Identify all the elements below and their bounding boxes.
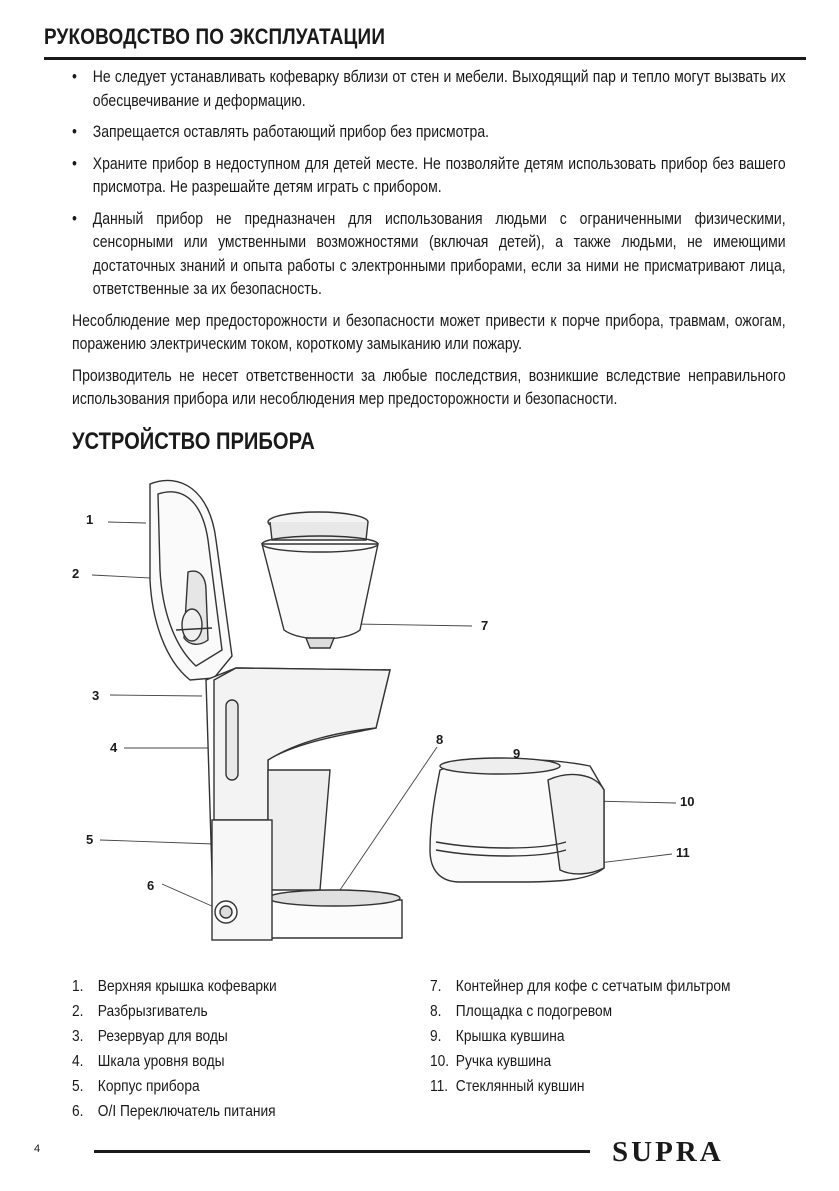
- callout-7: 7: [481, 618, 489, 633]
- bullet-dot: •: [72, 154, 77, 173]
- brand-logo: SUPRA: [612, 1136, 724, 1168]
- part-number: 8.: [430, 1003, 442, 1020]
- part-item: [430, 1074, 731, 1099]
- callout-3: 3: [92, 688, 100, 703]
- bullet-item: [72, 153, 786, 200]
- callout-1: 1: [86, 512, 94, 527]
- filter-basket: [262, 512, 378, 648]
- callout-8: 8: [436, 732, 444, 747]
- part-label: O/I Переключатель питания: [97, 1103, 276, 1120]
- part-label: Стеклянный кувшин: [455, 1078, 585, 1095]
- paragraph: Несоблюдение мер предосторожности и безопасности может привести к порче прибора, травмам, ожогам, поражению электрическим током, короткому замыканию или пожару.: [72, 311, 786, 353]
- page-header-title: РУКОВОДСТВО ПО ЭКСПЛУАТАЦИИ: [44, 24, 386, 49]
- part-number: 10.: [430, 1053, 450, 1070]
- coffee-maker-diagram: [0, 470, 839, 970]
- bullet-item: [72, 66, 786, 113]
- bullet-item: [72, 208, 786, 302]
- coffee-maker-illustration: [0, 470, 839, 970]
- part-label: Верхняя крышка кофеварки: [97, 978, 277, 995]
- paragraph: Производитель не несет ответственности за любые последствия, возникшие вследствие неправильного использования прибора или несоблюдения мер предосторожности и безопасности.: [72, 366, 786, 408]
- parts-list-right: [430, 974, 779, 1099]
- part-number: 1.: [72, 978, 84, 995]
- part-item: [430, 1024, 731, 1049]
- parts-list-left: [72, 974, 310, 1124]
- part-item: [430, 1049, 731, 1074]
- bullet-text: Запрещается оставлять работающий прибор без присмотра.: [92, 123, 489, 141]
- bullet-item: [72, 121, 786, 145]
- part-number: 3.: [72, 1028, 84, 1045]
- part-number: 5.: [72, 1078, 84, 1095]
- callout-2: 2: [72, 566, 80, 581]
- bullet-dot: •: [72, 123, 77, 141]
- bullet-text: Не следует устанавливать кофеварку вблизи от стен и мебели. Выходящий пар и тепло могут вызвать их обесцвечивание и деформацию.: [92, 68, 786, 110]
- bullet-text: Данный прибор не предназначен для использования людьми с ограниченными физическими, сенсорными или умственными возможностями (включая детей), а также людьми, не имеющими достаточных знаний и опыта работы с электронными приборами, если за ними не присматривают лица, ответственные за их безопасность.: [92, 209, 786, 298]
- callout-4: 4: [110, 740, 118, 755]
- part-label: Шкала уровня воды: [97, 1053, 225, 1070]
- part-label: Разбрызгиватель: [97, 1003, 208, 1020]
- part-item: [430, 974, 731, 999]
- bullet-dot: •: [72, 209, 77, 228]
- part-item: [72, 1024, 277, 1049]
- part-number: 2.: [72, 1003, 84, 1020]
- top-lid: [150, 480, 232, 680]
- part-item: [72, 1099, 277, 1124]
- callout-10: 10: [680, 794, 695, 809]
- part-number: 11.: [430, 1078, 449, 1095]
- callout-9: 9: [513, 746, 521, 761]
- page-number: 4: [34, 1143, 41, 1155]
- bullet-text: Храните прибор в недоступном для детей месте. Не позволяйте детям использовать прибор без вашего присмотра. Не разрешайте детям играть с прибором.: [92, 154, 786, 196]
- part-item: [72, 1074, 277, 1099]
- part-item: [430, 999, 731, 1024]
- footer-divider: [94, 1150, 590, 1153]
- part-label: Резервуар для воды: [97, 1028, 228, 1045]
- callout-6: 6: [147, 878, 155, 893]
- machine-body: [206, 668, 402, 940]
- safety-text-block: [72, 66, 784, 420]
- part-number: 4.: [72, 1053, 84, 1070]
- callout-11: 11: [676, 845, 690, 860]
- part-label: Контейнер для кофе с сетчатым фильтром: [455, 978, 731, 995]
- part-label: Ручка кувшина: [455, 1053, 552, 1070]
- part-number: 6.: [72, 1103, 84, 1120]
- part-item: [72, 999, 277, 1024]
- glass-carafe: [430, 758, 604, 882]
- part-label: Корпус прибора: [97, 1078, 200, 1095]
- part-number: 9.: [430, 1028, 442, 1045]
- part-label: Крышка кувшина: [455, 1028, 565, 1045]
- header-divider: [44, 57, 806, 60]
- section-title: УСТРОЙСТВО ПРИБОРА: [72, 428, 315, 455]
- part-number: 7.: [430, 978, 442, 995]
- bullet-dot: •: [72, 68, 77, 86]
- part-label: Площадка с подогревом: [455, 1003, 613, 1020]
- part-item: [72, 974, 277, 999]
- callout-5: 5: [86, 832, 94, 847]
- part-item: [72, 1049, 277, 1074]
